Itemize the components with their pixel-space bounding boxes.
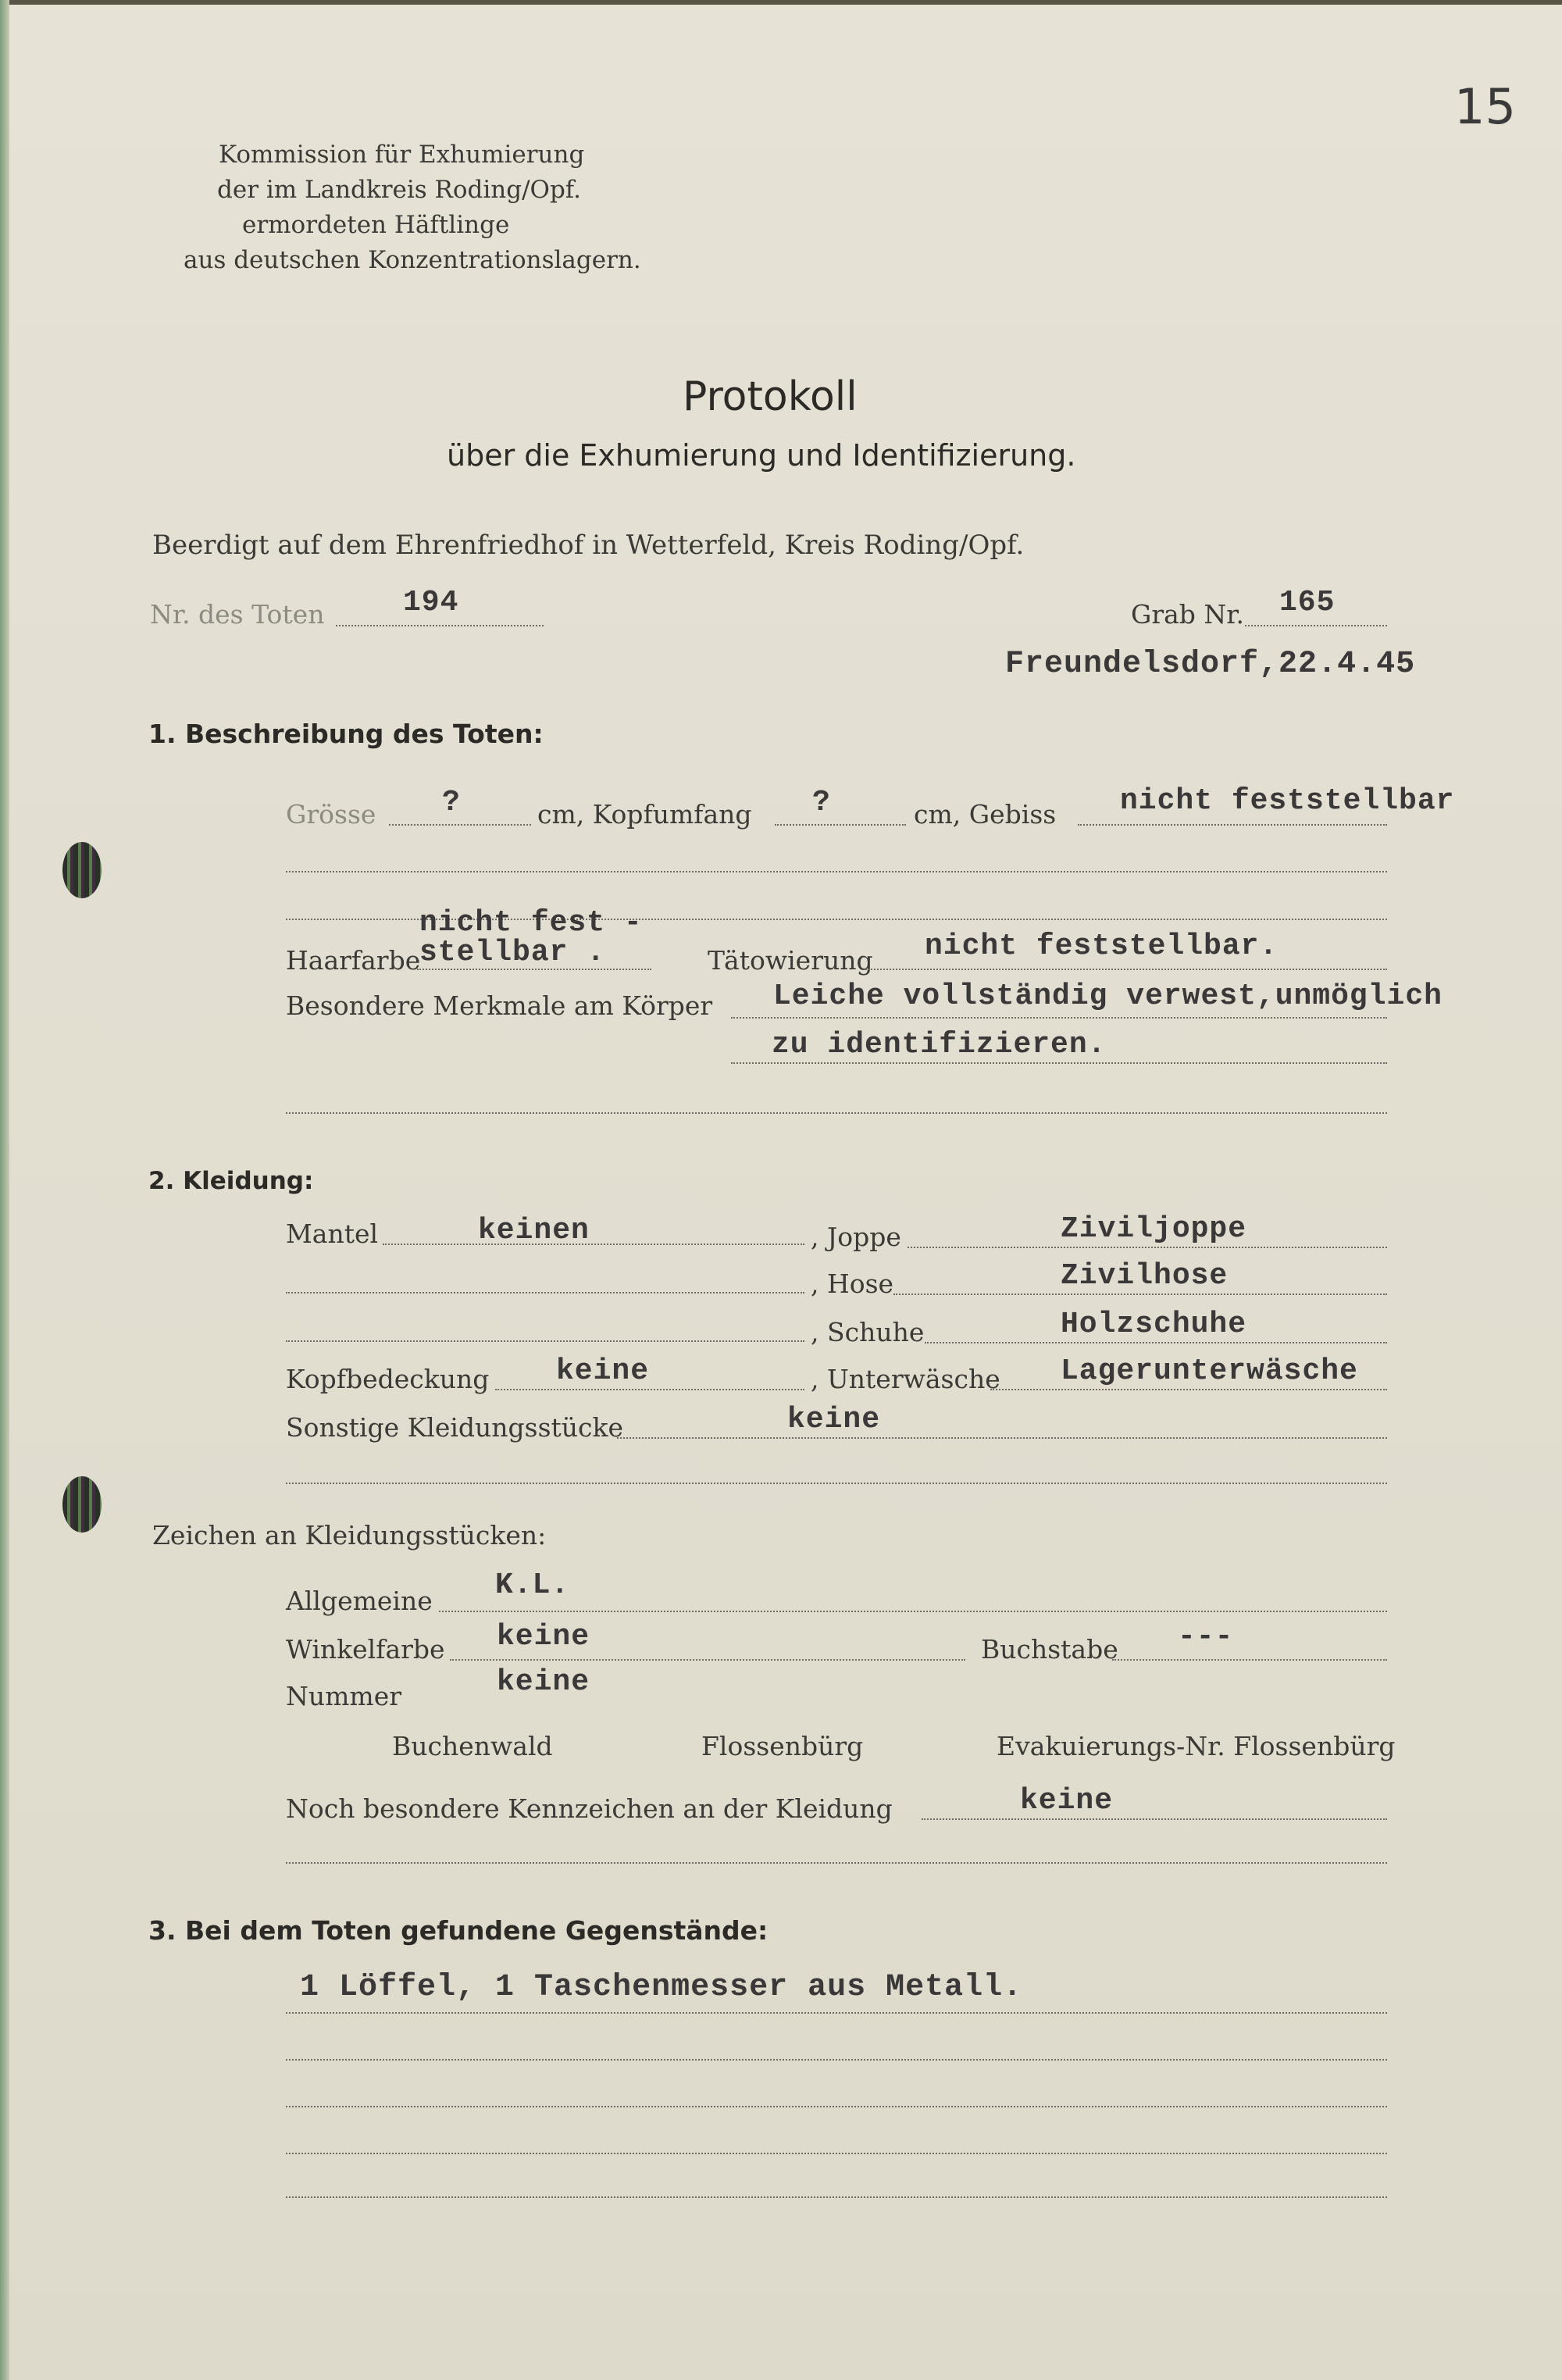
blank-line: [286, 871, 1387, 872]
sonstige-label: Sonstige Kleidungsstücke: [286, 1412, 624, 1443]
hose-value: Zivilhose: [1061, 1259, 1229, 1293]
noch-kennzeichen-label: Noch besondere Kennzeichen an der Kleidung: [286, 1793, 893, 1824]
groesse-label: Grösse: [286, 799, 376, 830]
commission-line-4: aus deutschen Konzentrationslagern.: [184, 246, 641, 274]
unterwaesche-value: Lagerunterwäsche: [1061, 1354, 1358, 1388]
taetowierung-label: Tätowierung: [708, 945, 873, 976]
commission-line-1: Kommission für Exhumierung: [219, 141, 585, 169]
blank-line: [286, 2196, 1387, 2198]
hose-label: , Hose: [811, 1269, 894, 1299]
column-buchenwald: Buchenwald: [392, 1731, 553, 1761]
groesse-value: ?: [442, 786, 461, 819]
blank-line: [286, 2106, 1387, 2107]
document-title: Protokoll: [683, 373, 858, 420]
merkmale-label: Besondere Merkmale am Körper: [286, 990, 713, 1021]
blank-line: [286, 1340, 804, 1342]
found-items-value: 1 Löffel, 1 Taschenmesser aus Metall.: [300, 1970, 1023, 2005]
burial-location: Beerdigt auf dem Ehrenfriedhof in Wetterfeld, Kreis Roding/Opf.: [152, 530, 1025, 561]
allgemeine-label: Allgemeine: [286, 1586, 433, 1616]
joppe-value: Ziviljoppe: [1061, 1212, 1247, 1246]
zeichen-heading: Zeichen an Kleidungsstücken:: [152, 1520, 547, 1550]
allgemeine-value: K.L.: [495, 1568, 570, 1602]
cm-gebiss-label: cm, Gebiss: [914, 799, 1057, 830]
noch-kennzeichen-value: keine: [1020, 1784, 1114, 1818]
haarfarbe-label: Haarfarbe: [286, 945, 421, 976]
scan-edge-top: [0, 0, 1562, 5]
punch-hole-bottom: [62, 1476, 102, 1533]
scan-edge-left: [0, 0, 9, 2380]
commission-line-3: ermordeten Häftlinge: [242, 211, 510, 239]
sonstige-value: keine: [787, 1403, 881, 1436]
kopfbedeckung-label: Kopfbedeckung: [286, 1364, 490, 1394]
dead-number-label: Nr. des Toten: [150, 599, 325, 630]
items-line: [286, 2012, 1387, 2014]
blank-line: [286, 1112, 1387, 1114]
blank-line: [286, 2153, 1387, 2154]
section-3-heading: 3. Bei dem Toten gefundene Gegenstände:: [148, 1915, 769, 1946]
merkmale-value-line-2: zu identifizieren.: [772, 1028, 1107, 1062]
origin-date: Freundelsdorf,22.4.45: [1005, 647, 1416, 682]
punch-hole-top: [62, 842, 102, 898]
winkelfarbe-label: Winkelfarbe: [286, 1634, 445, 1665]
grave-number-label: Grab Nr.: [1131, 599, 1244, 630]
column-evakuierungs-nr: Evakuierungs-Nr. Flossenbürg: [997, 1731, 1396, 1761]
page-number: 15: [1454, 78, 1516, 135]
blank-line: [286, 2059, 1387, 2061]
winkelfarbe-value: keine: [497, 1620, 590, 1654]
schuhe-label: , Schuhe: [811, 1317, 925, 1347]
grave-number-value: 165: [1279, 586, 1336, 619]
commission-line-2: der im Landkreis Roding/Opf.: [217, 176, 582, 204]
section-2-heading: 2. Kleidung:: [148, 1167, 314, 1195]
section-1-heading: 1. Beschreibung des Toten:: [148, 719, 544, 749]
kopfumfang-value: ?: [812, 786, 831, 819]
blank-line: [286, 1292, 804, 1293]
haarfarbe-value-line-1: nicht fest -: [419, 906, 643, 940]
taetowierung-value: nicht feststellbar.: [925, 930, 1278, 963]
gebiss-value: nicht feststellbar: [1120, 784, 1455, 818]
document-subtitle: über die Exhumierung und Identifizierung.: [447, 438, 1076, 473]
nummer-label: Nummer: [286, 1681, 402, 1711]
haarfarbe-value-line-2: stellbar .: [419, 936, 606, 969]
buchstabe-value: ---: [1178, 1620, 1234, 1654]
blank-line: [286, 1483, 1387, 1484]
nummer-value: keine: [497, 1665, 590, 1699]
schuhe-value: Holzschuhe: [1061, 1308, 1247, 1341]
mantel-value: keinen: [478, 1214, 590, 1247]
kopfbedeckung-value: keine: [556, 1354, 650, 1388]
blank-line: [286, 1862, 1387, 1864]
mantel-label: Mantel: [286, 1219, 379, 1249]
buchstabe-label: Buchstabe: [981, 1634, 1118, 1665]
joppe-label: , Joppe: [811, 1222, 901, 1252]
unterwaesche-label: , Unterwäsche: [811, 1364, 1000, 1394]
dead-number-value: 194: [403, 586, 459, 619]
merkmale-value-line-1: Leiche vollständig verwest,unmöglich: [773, 979, 1443, 1013]
column-flossenbuerg: Flossenbürg: [701, 1731, 864, 1761]
cm-kopfumfang-label: cm, Kopfumfang: [537, 799, 752, 830]
